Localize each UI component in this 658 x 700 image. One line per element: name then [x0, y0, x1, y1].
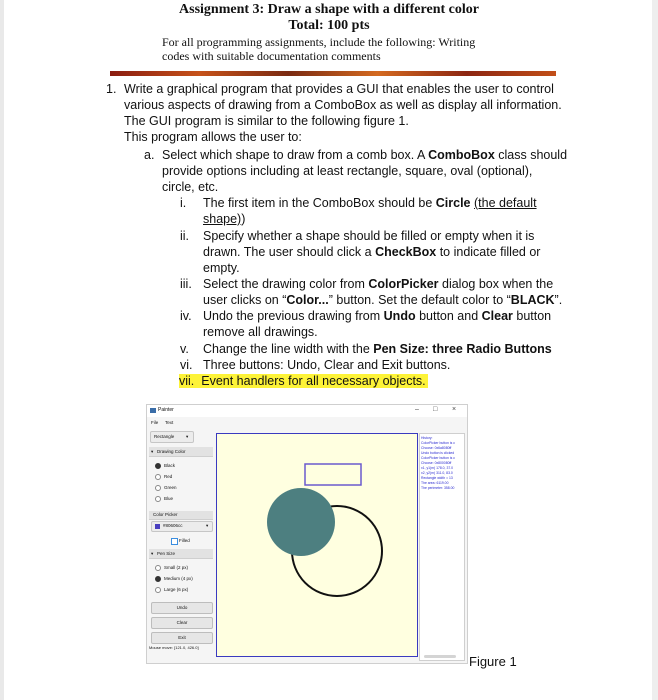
log-line: x1, y1(m) 178.0, 37.0 [421, 466, 454, 470]
item-iii-line-1: Select the drawing color from ColorPicker dialog box when the [203, 277, 554, 291]
page-left-edge [0, 0, 4, 700]
menu-bar [147, 418, 467, 428]
menu-text[interactable]: Text [165, 420, 174, 425]
drawn-rectangle [305, 464, 361, 485]
log-line: Choose: 0x6a8080ff [421, 446, 452, 450]
chevron-down-icon: ▾ [151, 449, 154, 454]
drawing-color-section[interactable] [149, 447, 213, 457]
pen-radio-small-label: Small (2 px) [164, 565, 189, 570]
chevron-down-icon: ▾ [151, 551, 154, 556]
chevron-down-icon: ▾ [206, 523, 209, 528]
log-line: ColorPicker button is c [421, 441, 455, 445]
window-title: Painter [158, 407, 174, 413]
item-vi-marker: vi. [180, 358, 193, 372]
exit-button[interactable]: Exit [151, 632, 213, 644]
item-ii-marker: ii. [180, 229, 190, 243]
assignment-title: Assignment 3: Draw a shape with a different color [179, 2, 479, 17]
item-ii-line-2: drawn. The user should click a CheckBox to indicate filled or [203, 245, 541, 259]
pen-radio-medium-label: Medium (4 px) [164, 576, 193, 581]
color-picker-title: Color Picker [153, 512, 178, 517]
pen-size-section[interactable] [149, 549, 213, 559]
log-line: Choose: 0x800080ff [421, 461, 452, 465]
item-v-marker: v. [180, 342, 189, 356]
item-a-line-3: circle, etc. [162, 180, 219, 194]
item-iv-marker: iv. [180, 309, 192, 323]
q1-line-1: Write a graphical program that provides a GUI that enables the user to control [124, 82, 554, 96]
close-icon[interactable]: × [452, 406, 457, 413]
item-iv-line-1: Undo the previous drawing from Undo button and Clear button [203, 309, 552, 323]
clear-button[interactable]: Clear [151, 617, 213, 629]
item-iv-line-2: remove all drawings. [203, 325, 318, 339]
item-iii-marker: iii. [180, 277, 192, 291]
item-iii-line-2: user clicks on “Color...” button. Set the default color to “BLACK”. [203, 293, 563, 307]
color-radio-blue[interactable] [155, 496, 161, 502]
log-scrollbar[interactable] [424, 655, 456, 658]
pen-radio-large[interactable] [155, 587, 161, 593]
log-line: Undo button is clicked [421, 451, 455, 455]
mouse-status: Mouse move: [121.0, 426.0] [149, 645, 199, 650]
history-log [419, 433, 465, 661]
color-radio-green[interactable] [155, 485, 161, 491]
color-swatch [155, 524, 160, 529]
pen-size-title: Pen Size [157, 551, 176, 556]
item-i-marker: i. [180, 196, 187, 210]
log-line: History: [421, 436, 433, 440]
minimize-icon[interactable]: – [415, 406, 419, 413]
undo-button[interactable]: Undo [151, 602, 213, 614]
item-a-line-2: provide options including at least rectangle, square, oval (optional), [162, 164, 533, 178]
item-i-line-1: The first item in the ComboBox should be Circle (the default [203, 196, 537, 210]
q1-line-4: This program allows the user to: [124, 130, 302, 144]
title-bar [147, 405, 467, 417]
pen-radio-medium[interactable] [155, 576, 161, 582]
item-vii-highlight: vii. Event handlers for all necessary objects. [179, 374, 426, 388]
filled-checkbox-label: Filled [179, 538, 190, 543]
item-i-line-2: shape)) [203, 212, 246, 226]
filled-checkbox[interactable] [171, 538, 178, 545]
q1-line-3: The GUI program is similar to the following figure 1. [124, 114, 409, 128]
menu-file[interactable]: File [151, 420, 159, 425]
q1-line-2: various aspects of drawing from a ComboBox as well as display all information. [124, 98, 562, 112]
item-ii-line-1: Specify whether a shape should be filled or empty when it is [203, 229, 535, 243]
maximize-icon[interactable]: □ [433, 406, 438, 413]
drawing-canvas[interactable] [216, 433, 418, 657]
color-radio-green-label: Green [164, 485, 177, 490]
color-radio-red[interactable] [155, 474, 161, 480]
color-radio-red-label: Red [164, 474, 173, 479]
note-line-2: codes with suitable documentation comments [162, 49, 381, 63]
log-line: The area: 6119.00 [421, 481, 449, 485]
shape-combobox[interactable] [150, 431, 194, 443]
painter-window [146, 404, 468, 664]
log-line: ColorPicker button is c [421, 456, 455, 460]
color-radio-blue-label: Blue [164, 496, 174, 501]
item-a-marker: a. [144, 148, 155, 162]
item-v-line-1: Change the line width with the Pen Size: three Radio Buttons [203, 342, 552, 356]
color-picker-section [149, 511, 213, 520]
drawing-color-title: Drawing Color [157, 449, 186, 454]
item-vi-line-1: Three buttons: Undo, Clear and Exit buttons. [203, 358, 451, 372]
figure-caption: Figure 1 [469, 654, 517, 669]
app-icon [150, 408, 156, 413]
pen-radio-large-label: Large (6 px) [164, 587, 189, 592]
page-right-edge [652, 0, 658, 700]
chevron-down-icon: ▾ [186, 434, 189, 439]
color-picker-value: #80606cc [163, 523, 183, 528]
color-picker[interactable] [151, 521, 213, 532]
decorative-rule [110, 71, 556, 76]
note-line-1: For all programming assignments, include the following: Writing [162, 35, 476, 49]
color-radio-black[interactable] [155, 463, 161, 469]
item-a-line-1: Select which shape to draw from a comb box. A ComboBox class should [162, 148, 568, 162]
color-radio-black-label: Black [164, 463, 176, 468]
assignment-total: Total: 100 pts [288, 18, 370, 33]
log-line: x2, y2(m) 311.0, 83.0 [421, 471, 453, 475]
item-ii-line-3: empty. [203, 261, 240, 275]
shape-combobox-value: Rectangle [154, 434, 175, 439]
log-line: Rectangle width = 13 [421, 476, 453, 480]
drawn-circle-filled [267, 488, 335, 556]
pen-radio-small[interactable] [155, 565, 161, 571]
canvas-shapes [217, 434, 417, 656]
log-line: The perimeter: 358.00 [421, 486, 455, 490]
question-number: 1. [106, 82, 117, 96]
